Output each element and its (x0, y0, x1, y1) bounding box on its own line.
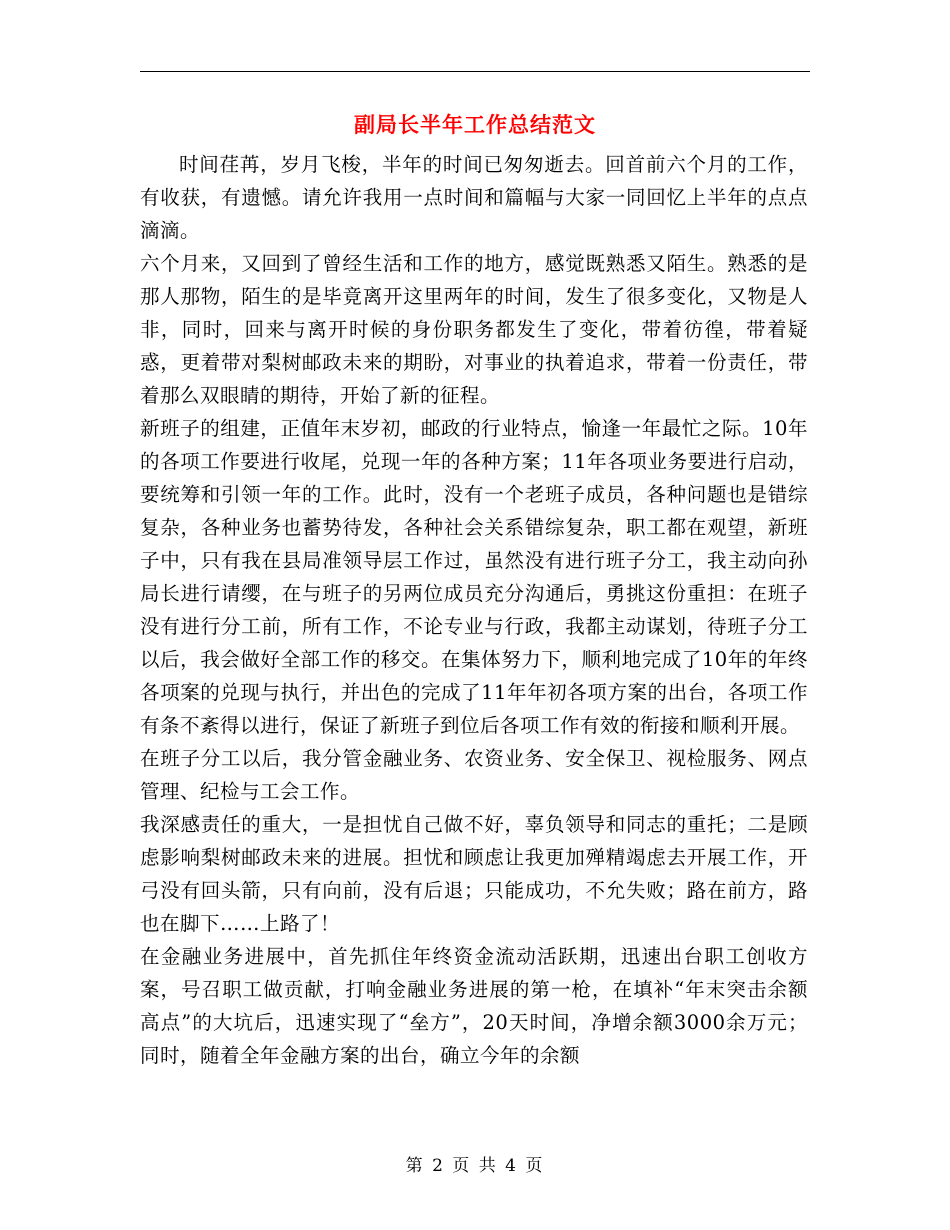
document-body (140, 148, 808, 1072)
header-rule (140, 71, 810, 72)
paragraph-new-team: 新班子的组建，正值年末岁初，邮政的行业特点，愉逢一年最忙之际。10年的各项工作要进行收尾，兑现一年的各种方案；11年各项业务要进行启动，要统筹和引领一年的工作。此时，没有一个老班子成员，各种问题也是错综复杂，各种业务也蓄势待发，各种社会关系错综复杂，职工都在观望，新班子中，只有我在县局准领导层工作过，虽然没有进行班子分工，我主动向孙局长进行请缨，在与班子的另两位成员充分沟通后，勇挑这份重担：在班子没有进行分工前，所有工作，不论专业与行政，我都主动谋划，待班子分工以后，我会做好全部工作的移交。在集体努力下，顺利地完成了10年的年终各项案的兑现与执行，并出色的完成了11年年初各项方案的出台，各项工作有条不紊得以进行，保证了新班子到位后各项工作有效的衔接和顺利开展。 (140, 417, 808, 737)
document-title: 副局长半年工作总结范文 (354, 112, 596, 137)
paragraph-finance: 在金融业务进展中，首先抓住年终资金流动活跃期，迅速出台职工创收方案，号召职工做贡献，打响金融业务进展的第一枪，在填补“年末突击余额高点”的大坑后，迅速实现了“垒方”，20天时间，净增余额3000余万元；同时，随着全年金融方案的出台，确立今年的余额 (140, 945, 808, 1067)
paragraph-return: 六个月来，又回到了曾经生活和工作的地方，感觉既熟悉又陌生。熟悉的是那人那物，陌生的是毕竟离开这里两年的时间，发生了很多变化，又物是人非，同时，回来与离开时候的身份职务都发生了变化，带着彷徨，带着疑惑，更着带对梨树邮政未来的期盼，对事业的执着追求，带着一份责任，带着那么双眼睛的期待，开始了新的征程。 (140, 252, 808, 407)
paragraph-intro: 时间荏苒，岁月飞梭，半年的时间已匆匆逝去。回首前六个月的工作，有收获，有遗憾。请允许我用一点时间和篇幅与大家一同回忆上半年的点点滴滴。 (140, 153, 808, 242)
paragraph-resolve: 我深感责任的重大，一是担忧自己做不好，辜负领导和同志的重托；二是顾虑影响梨树邮政未来的进展。担忧和顾虑让我更加殚精竭虑去开展工作，开弓没有回头箭，只有向前，没有后退；只能成功，不允失败；路在前方，路也在脚下……上路了！ (140, 813, 808, 935)
paragraph-responsibilities: 在班子分工以后，我分管金融业务、农资业务、安全保卫、视检服务、网点管理、纪检与工会工作。 (140, 747, 808, 803)
page-number-footer: 第 2 页 共 4 页 (405, 1156, 545, 1176)
